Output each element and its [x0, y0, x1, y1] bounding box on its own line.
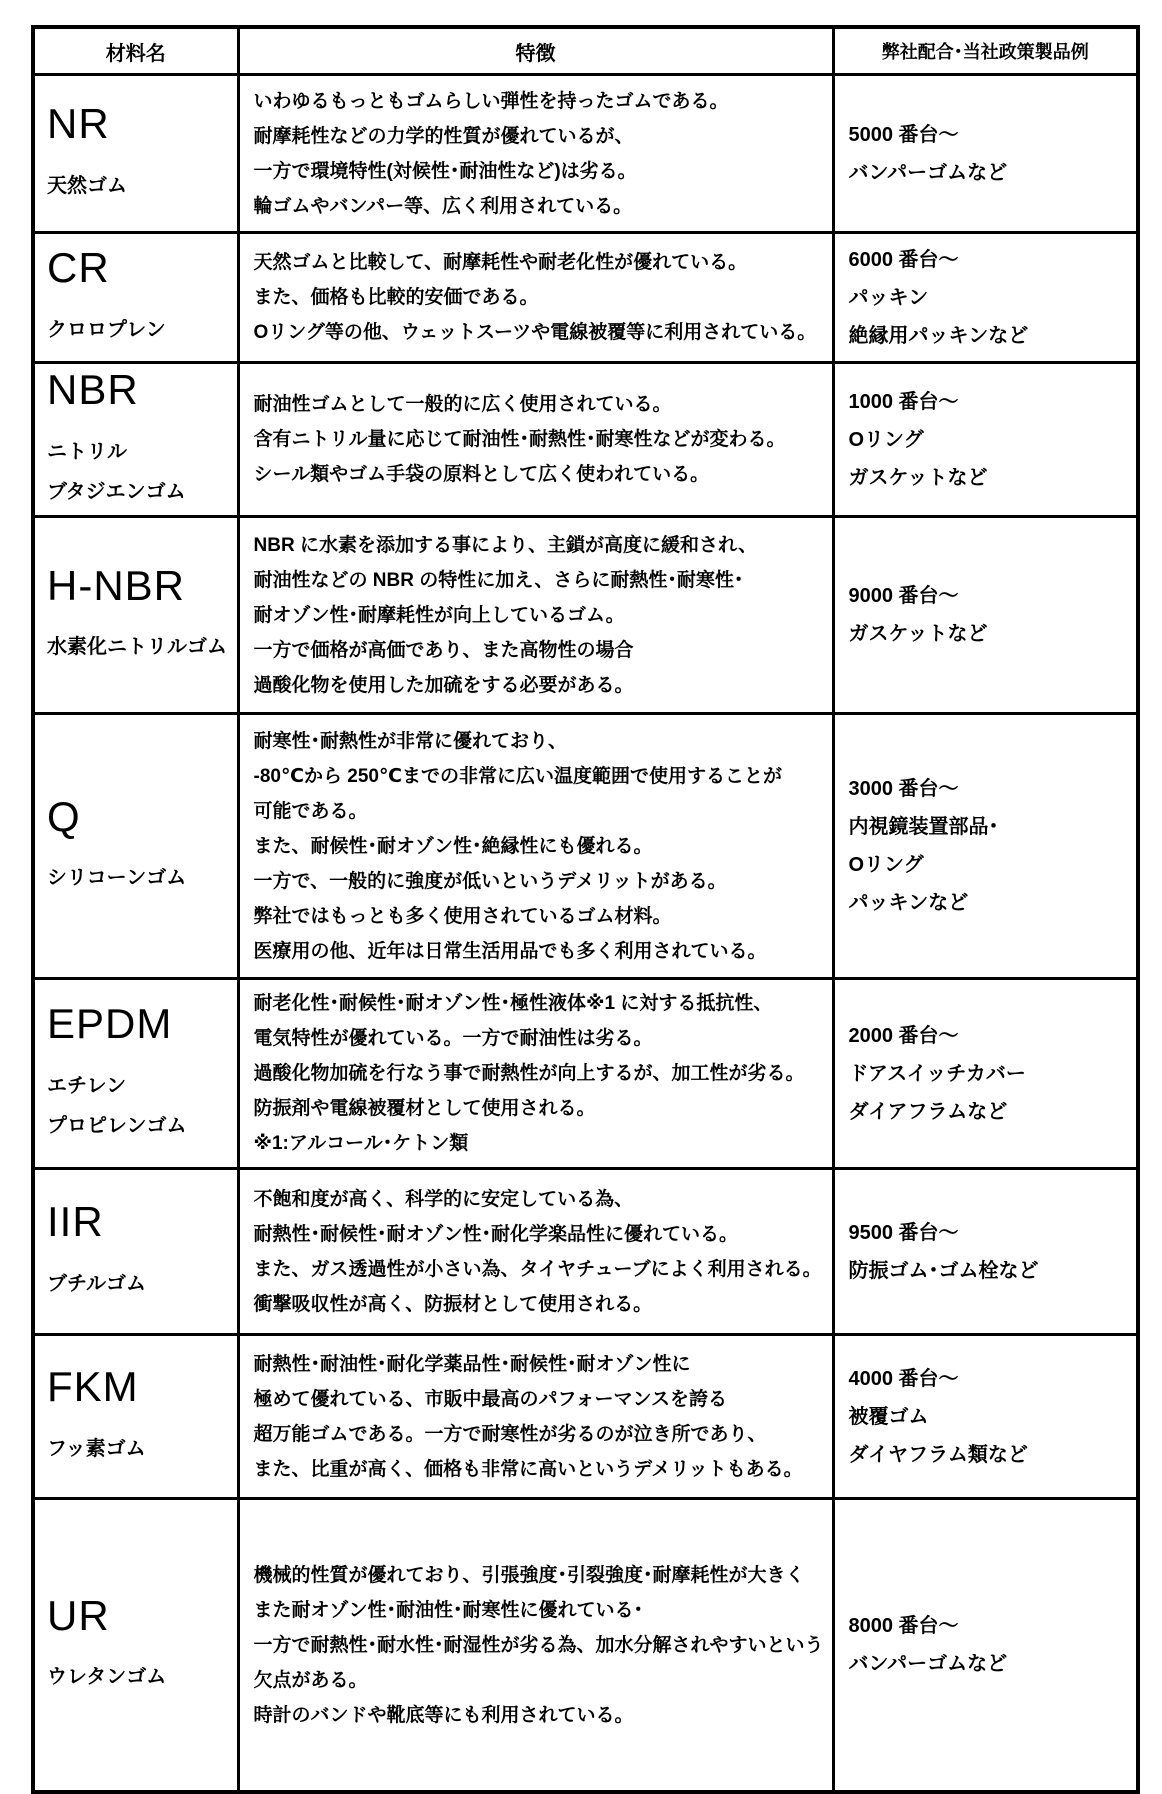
example-line: バンパーゴムなど	[848, 1653, 1008, 1675]
material-subnames	[47, 858, 237, 898]
header-row	[33, 27, 1138, 75]
feature-line: また、耐候性･耐オゾン性･絶縁性にも優れる。	[253, 835, 653, 857]
table-row	[33, 714, 1138, 979]
feature-line: 電気特性が優れている。一方で耐油性は劣る。	[253, 1028, 653, 1049]
feature-line: 可能である。	[253, 800, 368, 822]
feature-line: 極めて優れている、市販中最高のパフォーマンスを誇る	[253, 1388, 727, 1410]
example-line: ガスケットなど	[848, 466, 988, 489]
material-code: Q	[47, 792, 81, 840]
material-name-cell	[33, 979, 238, 1169]
example-line: ダイヤフラム類など	[848, 1443, 1028, 1466]
features-cell	[238, 979, 833, 1169]
material-subname: 水素化ニトリルゴム	[47, 636, 227, 659]
material-name-cell	[33, 363, 238, 517]
example-line: 8000 番台～	[848, 1615, 959, 1637]
feature-line: また、価格も比較的安価である。	[253, 287, 539, 308]
header-material-name: 材料名	[33, 27, 238, 75]
example-line: 5000 番台～	[848, 123, 959, 146]
material-subname: エチレン	[47, 1074, 127, 1097]
material-name-cell	[33, 517, 238, 714]
feature-line: 含有ニトリル量に応じて耐油性･耐熱性･耐寒性などが変わる。	[253, 429, 786, 450]
material-subname: ブチルゴム	[47, 1272, 146, 1295]
feature-line: また耐オゾン性･耐油性･耐寒性に優れている･	[253, 1599, 644, 1621]
example-line: 9000 番台～	[848, 585, 959, 607]
feature-line: 一方で耐熱性･耐水性･耐湿性が劣る為、加水分解されやすいという	[253, 1634, 824, 1656]
examples-cell	[833, 979, 1138, 1169]
material-subname: フッ素ゴム	[47, 1437, 146, 1460]
feature-line: 耐油性などの NBR の特性に加え、さらに耐熱性･耐寒性･	[253, 569, 744, 591]
feature-line: シール類やゴム手袋の原料として広く使われている。	[253, 464, 710, 485]
example-line: 1000 番台～	[848, 390, 959, 413]
table-row	[33, 363, 1138, 517]
feature-line: 耐摩耗性などの力学的性質が優れているが、	[253, 125, 634, 147]
material-name-cell	[33, 1335, 238, 1499]
material-subname: ブタジエンゴム	[47, 480, 186, 503]
feature-line: ※1:アルコール･ケトン類	[253, 1133, 469, 1154]
example-line: パッキン	[848, 286, 929, 309]
material-subnames	[47, 310, 237, 350]
feature-line: 衝撃吸収性が高く、防振材として使用される。	[253, 1293, 653, 1315]
material-code: NBR	[47, 366, 139, 414]
material-name-cell	[33, 75, 238, 233]
examples-cell	[833, 517, 1138, 714]
feature-line: 過酸化物を使用した加硫をする必要がある。	[253, 674, 634, 696]
table-row	[33, 517, 1138, 714]
table-row	[33, 1499, 1138, 1793]
material-subname: クロロプレン	[47, 318, 166, 341]
feature-line: 耐熱性･耐油性･耐化学薬品性･耐候性･耐オゾン性に	[253, 1353, 691, 1375]
example-line: 2000 番台～	[848, 1024, 959, 1047]
feature-line: 防振剤や電線被覆材として使用される。	[253, 1098, 596, 1119]
feature-line: 一方で、一般的に強度が低いというデメリットがある。	[253, 870, 727, 892]
features-cell	[238, 714, 833, 979]
example-line: バンパーゴムなど	[848, 161, 1008, 184]
header-examples: 弊社配合･当社政策製品例	[833, 27, 1138, 75]
material-code: NR	[47, 100, 110, 148]
material-code: H-NBR	[47, 561, 185, 609]
features-cell	[238, 75, 833, 233]
features-cell	[238, 517, 833, 714]
examples-cell	[833, 363, 1138, 517]
material-code: IIR	[47, 1198, 104, 1246]
feature-line: 輪ゴムやバンパー等、広く利用されている。	[253, 195, 633, 217]
features-cell	[238, 1169, 833, 1335]
example-line: パッキンなど	[848, 892, 969, 914]
table-row	[33, 233, 1138, 363]
feature-line: 一方で価格が高価であり、また高物性の場合	[253, 639, 634, 661]
material-subname: ニトリル	[47, 440, 127, 463]
material-subname: ウレタンゴム	[47, 1666, 167, 1689]
examples-cell	[833, 1169, 1138, 1335]
feature-line: Oリング等の他、ウェットスーツや電線被覆等に利用されている。	[253, 322, 817, 343]
example-line: Oリング	[848, 854, 924, 876]
example-line: 防振ゴム･ゴム栓など	[848, 1259, 1039, 1282]
feature-line: 機械的性質が優れており、引張強度･引裂強度･耐摩耗性が大きく	[253, 1564, 805, 1586]
example-line: 9500 番台～	[848, 1221, 959, 1244]
feature-line: 一方で環境特性(対候性･耐油性など)は劣る。	[253, 160, 637, 182]
feature-line: 超万能ゴムである。一方で耐寒性が劣るのが泣き所であり、	[253, 1423, 767, 1445]
feature-line: -80℃から 250℃までの非常に広い温度範囲で使用することが	[253, 765, 782, 787]
material-code: FKM	[47, 1363, 139, 1411]
example-line: Oリング	[848, 428, 924, 451]
feature-line: 耐寒性･耐熱性が非常に優れており、	[253, 730, 568, 752]
material-subnames	[47, 1066, 237, 1146]
feature-line: 時計のバンドや靴底等にも利用されている。	[253, 1704, 634, 1726]
features-cell	[238, 233, 833, 363]
feature-line: 弊社ではもっとも多く使用されているゴム材料。	[253, 905, 672, 927]
table-row	[33, 1169, 1138, 1335]
material-subnames	[47, 432, 237, 512]
features-cell	[238, 363, 833, 517]
example-line: ガスケットなど	[848, 623, 988, 645]
material-subname: シリコーンゴム	[47, 867, 187, 890]
example-line: 内視鏡装置部品･	[848, 816, 999, 838]
examples-cell	[833, 1499, 1138, 1793]
feature-line: 耐オゾン性･耐摩耗性が向上しているゴム。	[253, 604, 625, 626]
material-subnames	[47, 166, 237, 206]
table-row	[33, 75, 1138, 233]
material-code: EPDM	[47, 1000, 173, 1048]
material-subnames	[47, 1429, 237, 1469]
example-line: 3000 番台～	[848, 778, 959, 800]
material-subnames	[47, 1264, 237, 1304]
material-name-cell	[33, 714, 238, 979]
material-code: CR	[47, 244, 110, 292]
features-cell	[238, 1499, 833, 1793]
feature-line: 欠点がある。	[253, 1669, 368, 1691]
example-line: ドアスイッチカバー	[848, 1062, 1026, 1085]
material-subname: プロピレンゴム	[47, 1114, 187, 1137]
material-name-cell	[33, 1169, 238, 1335]
examples-cell	[833, 1335, 1138, 1499]
material-table	[31, 25, 1140, 1794]
feature-line: 耐老化性･耐候性･耐オゾン性･極性液体※1 に対する抵抗性、	[253, 993, 773, 1014]
examples-cell	[833, 75, 1138, 233]
feature-line: また、比重が高く、価格も非常に高いというデメリットもある。	[253, 1458, 803, 1480]
feature-line: いわゆるもっともゴムらしい弾性を持ったゴムである。	[253, 90, 729, 112]
table-row	[33, 1335, 1138, 1499]
material-name-cell	[33, 1499, 238, 1793]
feature-line: 耐熱性･耐候性･耐オゾン性･耐化学楽品性に優れている。	[253, 1223, 739, 1245]
table-row	[33, 979, 1138, 1169]
features-cell	[238, 1335, 833, 1499]
feature-line: NBR に水素を添加する事により、主鎖が高度に緩和され、	[253, 534, 758, 556]
material-subnames	[47, 1657, 237, 1697]
example-line: 被覆ゴム	[848, 1405, 929, 1428]
material-name-cell	[33, 233, 238, 363]
examples-cell	[833, 714, 1138, 979]
feature-line: 耐油性ゴムとして一般的に広く使用されている。	[253, 394, 672, 415]
example-line: ダイアフラムなど	[848, 1100, 1008, 1123]
example-line: 4000 番台～	[848, 1367, 959, 1390]
feature-line: 不飽和度が高く、科学的に安定している為、	[253, 1188, 634, 1210]
feature-line: 医療用の他、近年は日常生活用品でも多く利用されている。	[253, 940, 767, 962]
feature-line: 天然ゴムと比較して、耐摩耗性や耐老化性が優れている。	[253, 252, 748, 273]
material-subname: 天然ゴム	[47, 174, 127, 197]
feature-line: また、ガス透過性が小さい為、タイヤチューブによく利用される。	[253, 1258, 822, 1280]
material-code: UR	[47, 1591, 110, 1639]
header-features: 特徴	[238, 27, 833, 75]
feature-line: 過酸化物加硫を行なう事で耐熱性が向上するが、加工性が劣る。	[253, 1063, 805, 1084]
example-line: 6000 番台～	[848, 248, 959, 271]
examples-cell	[833, 233, 1138, 363]
example-line: 絶縁用パッキンなど	[848, 324, 1029, 347]
material-subnames	[47, 627, 237, 667]
